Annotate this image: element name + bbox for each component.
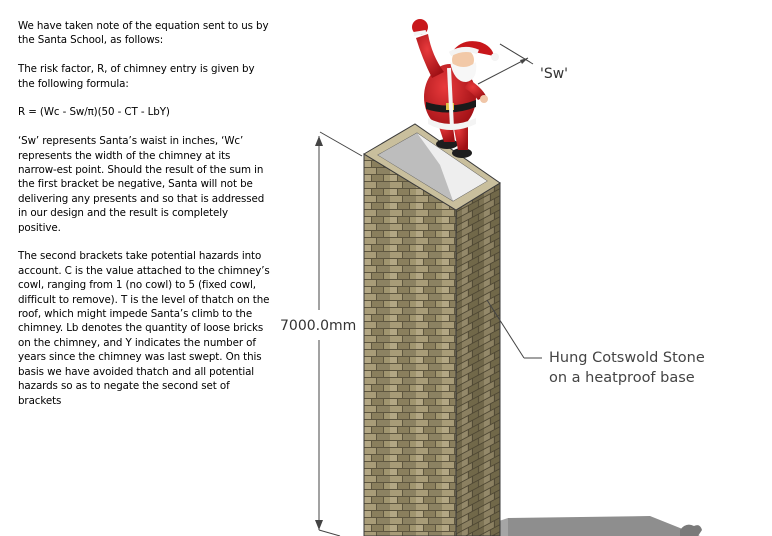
sw-explanation-paragraph: ‘Sw’ represents Santa’s waist in inches, ‘Wc’ represents the width of the chimney at its narrow-est point. Should the result of the sum in the first bracket be negative, Santa will not be delivering any presents and so that is addressed in our design and the result is completely positive. (18, 135, 265, 234)
callout-line-1: Hung Cotswold Stone (549, 350, 705, 366)
hazards-paragraph: The second brackets take potential hazards into account. C is the value attached to the chimney’s cowl, ranging from 1 (no cowl) to 5 (fixed cowl, difficult to remove). T is the level of thatch on the roof, which might impede Santa’s climb to the chimney. Lb denotes the quantity of loose bricks on the chimney, and Y indicates the number of years since the chimney was last swept. On this basis we have avoided thatch and all potential hazards so as to negate the second set of brackets (18, 250, 270, 407)
chimney-stack (364, 124, 500, 536)
intro-paragraph: We have taken note of the equation sent to us by the Santa School, as follows: (18, 20, 269, 47)
height-label: 7000.0mm (280, 318, 357, 334)
risk-formula: R = (Wc - Sw/π)(50 - CT - LbY) (18, 106, 170, 119)
risk-intro-paragraph: The risk factor, R, of chimney entry is given by the following formula: (18, 63, 255, 90)
material-callout (487, 300, 705, 386)
height-dimension (280, 132, 362, 536)
callout-line-2: on a heatproof base (549, 370, 695, 386)
sw-label: 'Sw' (540, 66, 569, 82)
